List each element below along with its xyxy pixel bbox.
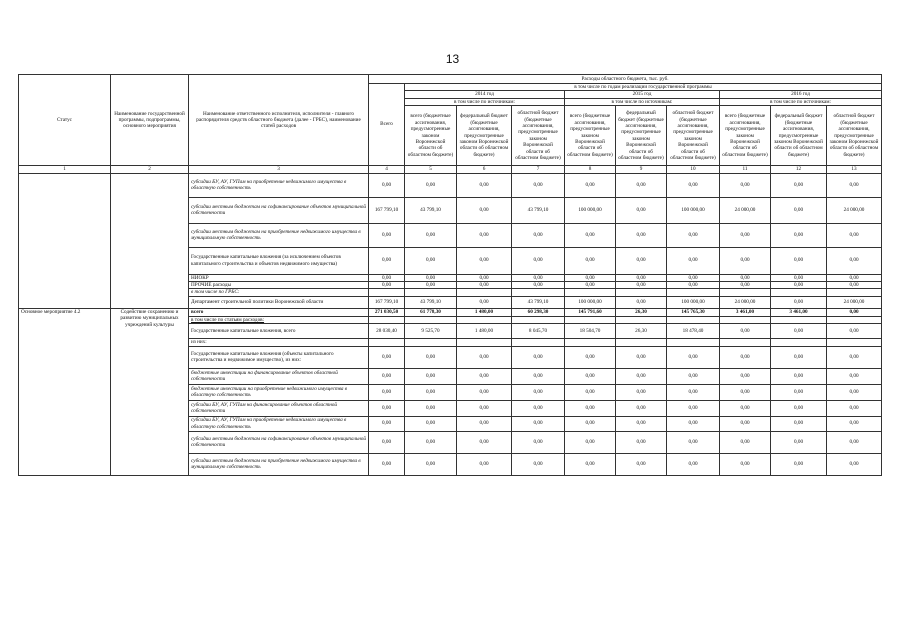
budget-table: [18, 74, 882, 476]
value-cell: 0,00: [720, 400, 771, 416]
value-cell: 0,00: [827, 282, 882, 289]
value-cell: 0,00: [512, 431, 565, 453]
value-cell: 100 000,00: [565, 197, 616, 223]
value-cell: 0,00: [457, 384, 512, 400]
value-cell: [457, 316, 512, 323]
value-cell: [720, 289, 771, 296]
value-cell: 167 799,10: [369, 296, 405, 308]
value-cell: 0,00: [771, 173, 827, 197]
header-total: Всего: [369, 84, 405, 166]
value-cell: 145 765,30: [667, 308, 720, 316]
expense-label: Департамент строительной политики Воронежской области: [189, 296, 369, 308]
value-cell: 0,00: [405, 453, 457, 475]
value-cell: 0,00: [369, 282, 405, 289]
value-cell: [616, 339, 667, 346]
value-cell: 18 504,70: [565, 324, 616, 339]
value-cell: 0,00: [720, 282, 771, 289]
value-cell: 0,00: [405, 368, 457, 384]
value-cell: 0,00: [565, 400, 616, 416]
value-cell: 0,00: [369, 173, 405, 197]
expense-label: всего: [189, 308, 369, 316]
value-cell: [827, 316, 882, 323]
value-cell: 0,00: [512, 223, 565, 247]
col-number: 7: [512, 166, 565, 173]
value-cell: 3 461,00: [720, 308, 771, 316]
status-cell: Основное мероприятие 4.2: [19, 308, 111, 475]
value-cell: 0,00: [827, 308, 882, 316]
value-cell: 0,00: [457, 453, 512, 475]
value-cell: 0,00: [720, 368, 771, 384]
value-cell: 0,00: [457, 247, 512, 274]
value-cell: 100 000,00: [565, 296, 616, 308]
value-cell: 0,00: [565, 346, 616, 368]
expense-label: субсидии местным бюджетам на приобретение недвижимого имущества в муниципальную собственность: [189, 453, 369, 475]
value-cell: 0,00: [457, 346, 512, 368]
value-cell: 0,00: [457, 431, 512, 453]
value-cell: [512, 316, 565, 323]
value-cell: 0,00: [565, 431, 616, 453]
value-cell: 0,00: [369, 223, 405, 247]
value-cell: 0,00: [457, 296, 512, 308]
value-cell: 0,00: [369, 274, 405, 281]
value-cell: 0,00: [512, 400, 565, 416]
value-cell: 43 799,10: [405, 296, 457, 308]
value-cell: [616, 316, 667, 323]
value-cell: 0,00: [771, 296, 827, 308]
col-number: 8: [565, 166, 616, 173]
program-cell: Содействие сохранению и развитию муниципальных учреждений культуры: [111, 308, 189, 475]
value-cell: 0,00: [512, 173, 565, 197]
value-cell: [565, 289, 616, 296]
value-cell: 0,00: [616, 247, 667, 274]
value-cell: 100 000,00: [667, 296, 720, 308]
value-cell: [405, 316, 457, 323]
value-cell: [405, 339, 457, 346]
value-cell: 0,00: [827, 274, 882, 281]
expense-label: субсидии местным бюджетам на приобретение недвижимого имущества в муниципальную собственность: [189, 223, 369, 247]
expense-label: бюджетные инвестиции на приобретение недвижимого имущества в областную собственность: [189, 384, 369, 400]
header-col-federal-2016: федеральный бюджет (бюджетные ассигнования, предусмотренные законом Воронежской области об областном бюджете): [771, 106, 827, 166]
header-expenses: Расходы областного бюджета, тыс. руб.: [369, 75, 882, 84]
value-cell: 0,00: [405, 384, 457, 400]
value-cell: 0,00: [616, 274, 667, 281]
value-cell: 24 000,00: [827, 296, 882, 308]
value-cell: 0,00: [512, 282, 565, 289]
col-number: 9: [616, 166, 667, 173]
value-cell: 0,00: [720, 247, 771, 274]
value-cell: 18 478,40: [667, 324, 720, 339]
value-cell: 0,00: [771, 223, 827, 247]
value-cell: 0,00: [827, 453, 882, 475]
program-cell: [111, 173, 189, 308]
value-cell: 61 778,30: [405, 308, 457, 316]
value-cell: 0,00: [827, 173, 882, 197]
value-cell: [405, 289, 457, 296]
value-cell: 0,00: [565, 223, 616, 247]
header-col-all-2014: всего (бюджетные ассигнования, предусмотренные законом Воронежской области об областном бюджете): [405, 106, 457, 166]
value-cell: 0,00: [771, 346, 827, 368]
value-cell: 0,00: [771, 247, 827, 274]
value-cell: 0,00: [565, 173, 616, 197]
value-cell: 0,00: [616, 453, 667, 475]
col-number: 10: [667, 166, 720, 173]
value-cell: 0,00: [369, 416, 405, 431]
value-cell: 0,00: [771, 400, 827, 416]
value-cell: 0,00: [827, 384, 882, 400]
value-cell: 0,00: [827, 324, 882, 339]
value-cell: 0,00: [667, 416, 720, 431]
expense-label: субсидии БУ, АУ, ГУПам на приобретение недвижимого имущества в областную собственность: [189, 173, 369, 197]
value-cell: 0,00: [565, 453, 616, 475]
table-row: [19, 308, 882, 316]
value-cell: 0,00: [667, 223, 720, 247]
value-cell: 0,00: [405, 282, 457, 289]
header-col-regional-2016: областной бюджет (бюджетные ассигнования, предусмотренные законом Воронежской области об областном бюджете): [827, 106, 882, 166]
value-cell: [565, 339, 616, 346]
value-cell: [827, 289, 882, 296]
value-cell: 0,00: [369, 346, 405, 368]
expense-label: Государственные капитальные вложения, всего: [189, 324, 369, 339]
header-col-federal-2014: федеральный бюджет (бюджетные ассигнования, предусмотренные законом Воронежской области об областном бюджете): [457, 106, 512, 166]
value-cell: 0,00: [616, 431, 667, 453]
value-cell: 0,00: [565, 282, 616, 289]
value-cell: [369, 316, 405, 323]
value-cell: 0,00: [720, 324, 771, 339]
value-cell: 0,00: [457, 223, 512, 247]
value-cell: 0,00: [457, 368, 512, 384]
value-cell: 0,00: [667, 368, 720, 384]
value-cell: [827, 339, 882, 346]
col-number: 11: [720, 166, 771, 173]
value-cell: 0,00: [616, 296, 667, 308]
value-cell: 0,00: [616, 223, 667, 247]
col-number: 2: [111, 166, 189, 173]
value-cell: 0,00: [720, 274, 771, 281]
value-cell: 0,00: [457, 282, 512, 289]
expense-label: в том числе по ГРБС:: [189, 289, 369, 296]
value-cell: 0,00: [369, 431, 405, 453]
header-sources-2016: в том числе по источникам:: [720, 98, 882, 105]
value-cell: 0,00: [667, 346, 720, 368]
value-cell: 0,00: [405, 431, 457, 453]
value-cell: 0,00: [771, 416, 827, 431]
header-by-years: в том числе по годам реализации государственной программы: [405, 84, 882, 91]
value-cell: 0,00: [827, 346, 882, 368]
expense-label: Государственные капитальные вложения (за исключением объектов капитального строительства и объектов недвижимого имущества): [189, 247, 369, 274]
value-cell: 0,00: [565, 274, 616, 281]
value-cell: 0,00: [369, 247, 405, 274]
page-number: 13: [445, 52, 460, 66]
expense-label: бюджетные инвестиции на финансирование объектов областной собственности: [189, 368, 369, 384]
value-cell: 8 045,70: [512, 324, 565, 339]
value-cell: 43 799,10: [512, 296, 565, 308]
expense-label: НИОКР: [189, 274, 369, 281]
header-col-federal-2015: федеральный бюджет (бюджетные ассигнования, предусмотренные законом Воронежской области об областном бюджете): [616, 106, 667, 166]
value-cell: 0,00: [720, 173, 771, 197]
status-cell: [19, 173, 111, 308]
expense-label: Государственные капитальные вложения (объекты капитального строительства и недвижимое имущество), из них:: [189, 346, 369, 368]
value-cell: 0,00: [720, 346, 771, 368]
value-cell: [457, 289, 512, 296]
value-cell: 60 298,30: [512, 308, 565, 316]
col-number: 12: [771, 166, 827, 173]
value-cell: 9 525,70: [405, 324, 457, 339]
value-cell: [667, 339, 720, 346]
col-number: 6: [457, 166, 512, 173]
value-cell: 0,00: [405, 274, 457, 281]
value-cell: 0,00: [457, 173, 512, 197]
value-cell: 0,00: [771, 274, 827, 281]
value-cell: 1 480,00: [457, 324, 512, 339]
value-cell: 0,00: [565, 384, 616, 400]
value-cell: 0,00: [405, 400, 457, 416]
header-program: Наименование государственной программы, подпрограммы, основного мероприятия: [111, 75, 189, 166]
value-cell: 0,00: [512, 346, 565, 368]
expense-label: субсидии БУ, АУ, ГУПам на приобретение недвижимого имущества в областную собственность: [189, 416, 369, 431]
value-cell: 0,00: [720, 431, 771, 453]
value-cell: 100 000,00: [667, 197, 720, 223]
value-cell: 0,00: [457, 274, 512, 281]
value-cell: 0,00: [667, 247, 720, 274]
header-year-2015: 2015 год: [565, 91, 720, 98]
value-cell: [720, 316, 771, 323]
value-cell: 0,00: [720, 453, 771, 475]
value-cell: [771, 316, 827, 323]
value-cell: [667, 316, 720, 323]
budget-table-container: [18, 74, 882, 476]
value-cell: 43 799,10: [512, 197, 565, 223]
value-cell: 167 799,10: [369, 197, 405, 223]
value-cell: 0,00: [827, 223, 882, 247]
header-sources-2015: в том числе по источникам:: [565, 98, 720, 105]
expense-label: субсидии БУ, АУ, ГУПам на финансирование объектов областной собственности: [189, 400, 369, 416]
header-status: Статус: [19, 75, 111, 166]
value-cell: 0,00: [457, 197, 512, 223]
value-cell: 0,00: [667, 400, 720, 416]
value-cell: [720, 339, 771, 346]
value-cell: [512, 339, 565, 346]
value-cell: 0,00: [457, 416, 512, 431]
value-cell: 0,00: [369, 453, 405, 475]
value-cell: 0,00: [667, 431, 720, 453]
value-cell: 0,00: [827, 247, 882, 274]
value-cell: 0,00: [616, 282, 667, 289]
value-cell: 0,00: [369, 368, 405, 384]
value-cell: 0,00: [771, 384, 827, 400]
value-cell: 43 799,10: [405, 197, 457, 223]
value-cell: 271 030,50: [369, 308, 405, 316]
value-cell: 24 000,00: [827, 197, 882, 223]
value-cell: 28 030,40: [369, 324, 405, 339]
value-cell: 145 791,60: [565, 308, 616, 316]
value-cell: 0,00: [405, 247, 457, 274]
value-cell: 0,00: [616, 384, 667, 400]
value-cell: 0,00: [771, 324, 827, 339]
value-cell: 0,00: [720, 384, 771, 400]
value-cell: 0,00: [667, 173, 720, 197]
header-year-2014: 2014 год: [405, 91, 565, 98]
header-sources-2014: в том числе по источникам:: [405, 98, 565, 105]
value-cell: 0,00: [616, 173, 667, 197]
value-cell: 0,00: [720, 223, 771, 247]
value-cell: [369, 339, 405, 346]
value-cell: [512, 289, 565, 296]
col-number: 3: [189, 166, 369, 173]
column-number-row: [19, 166, 882, 173]
value-cell: 0,00: [771, 431, 827, 453]
value-cell: 0,00: [512, 368, 565, 384]
value-cell: 0,00: [405, 346, 457, 368]
value-cell: 24 000,00: [720, 296, 771, 308]
expense-label: субсидии местным бюджетам на софинансирование объектов муниципальной собственности: [189, 431, 369, 453]
value-cell: 0,00: [405, 223, 457, 247]
value-cell: 0,00: [512, 247, 565, 274]
value-cell: [771, 339, 827, 346]
header-col-regional-2014: областной бюджет (бюджетные ассигнования, предусмотренные законом Воронежской области об областном бюджете): [512, 106, 565, 166]
value-cell: [616, 289, 667, 296]
value-cell: [667, 289, 720, 296]
value-cell: 0,00: [771, 453, 827, 475]
value-cell: 0,00: [616, 346, 667, 368]
value-cell: 0,00: [827, 431, 882, 453]
header-col-regional-2015: областной бюджет (бюджетные ассигнования, предусмотренные законом Воронежской области об областном бюджете): [667, 106, 720, 166]
value-cell: 0,00: [512, 274, 565, 281]
value-cell: 0,00: [616, 368, 667, 384]
value-cell: 26,30: [616, 324, 667, 339]
value-cell: 0,00: [667, 384, 720, 400]
value-cell: 0,00: [827, 416, 882, 431]
value-cell: 26,30: [616, 308, 667, 316]
value-cell: 0,00: [667, 282, 720, 289]
value-cell: 0,00: [720, 416, 771, 431]
value-cell: [565, 316, 616, 323]
value-cell: [771, 289, 827, 296]
value-cell: 3 461,00: [771, 308, 827, 316]
expense-label: в том числе по статьям расходов:: [189, 316, 369, 323]
value-cell: 0,00: [827, 368, 882, 384]
value-cell: 0,00: [512, 384, 565, 400]
value-cell: 0,00: [512, 416, 565, 431]
value-cell: 0,00: [616, 416, 667, 431]
expense-label: субсидии местным бюджетам на софинансирование объектов муниципальной собственности: [189, 197, 369, 223]
value-cell: 0,00: [771, 368, 827, 384]
col-number: 5: [405, 166, 457, 173]
value-cell: [369, 289, 405, 296]
value-cell: 0,00: [369, 400, 405, 416]
value-cell: 0,00: [565, 368, 616, 384]
value-cell: 0,00: [512, 453, 565, 475]
value-cell: 0,00: [565, 416, 616, 431]
value-cell: 0,00: [369, 384, 405, 400]
value-cell: 24 000,00: [720, 197, 771, 223]
value-cell: 0,00: [405, 416, 457, 431]
value-cell: 0,00: [667, 274, 720, 281]
value-cell: [457, 339, 512, 346]
expense-label: из них:: [189, 339, 369, 346]
value-cell: 0,00: [667, 453, 720, 475]
value-cell: 0,00: [405, 173, 457, 197]
value-cell: 0,00: [565, 247, 616, 274]
value-cell: 0,00: [457, 400, 512, 416]
table-row: [19, 173, 882, 197]
value-cell: 0,00: [616, 197, 667, 223]
header-col-all-2015: всего (бюджетные ассигнования, предусмотренные законом Воронежской области об областном бюджете): [565, 106, 616, 166]
header-col-all-2016: всего (бюджетные ассигнования, предусмотренные законом Воронежской области об областном бюджете): [720, 106, 771, 166]
header-executor: Наименование ответственного исполнителя, исполнителя - главного распорядителя средств областного бюджета (далее - ГРБС), наименование статей расходов: [189, 75, 369, 166]
expense-label: ПРОЧИЕ расходы: [189, 282, 369, 289]
col-number: 13: [827, 166, 882, 173]
value-cell: 0,00: [827, 400, 882, 416]
col-number: 4: [369, 166, 405, 173]
col-number: 1: [19, 166, 111, 173]
header-year-2016: 2016 год: [720, 91, 882, 98]
value-cell: 0,00: [771, 197, 827, 223]
value-cell: 0,00: [616, 400, 667, 416]
value-cell: 1 480,00: [457, 308, 512, 316]
value-cell: 0,00: [771, 282, 827, 289]
